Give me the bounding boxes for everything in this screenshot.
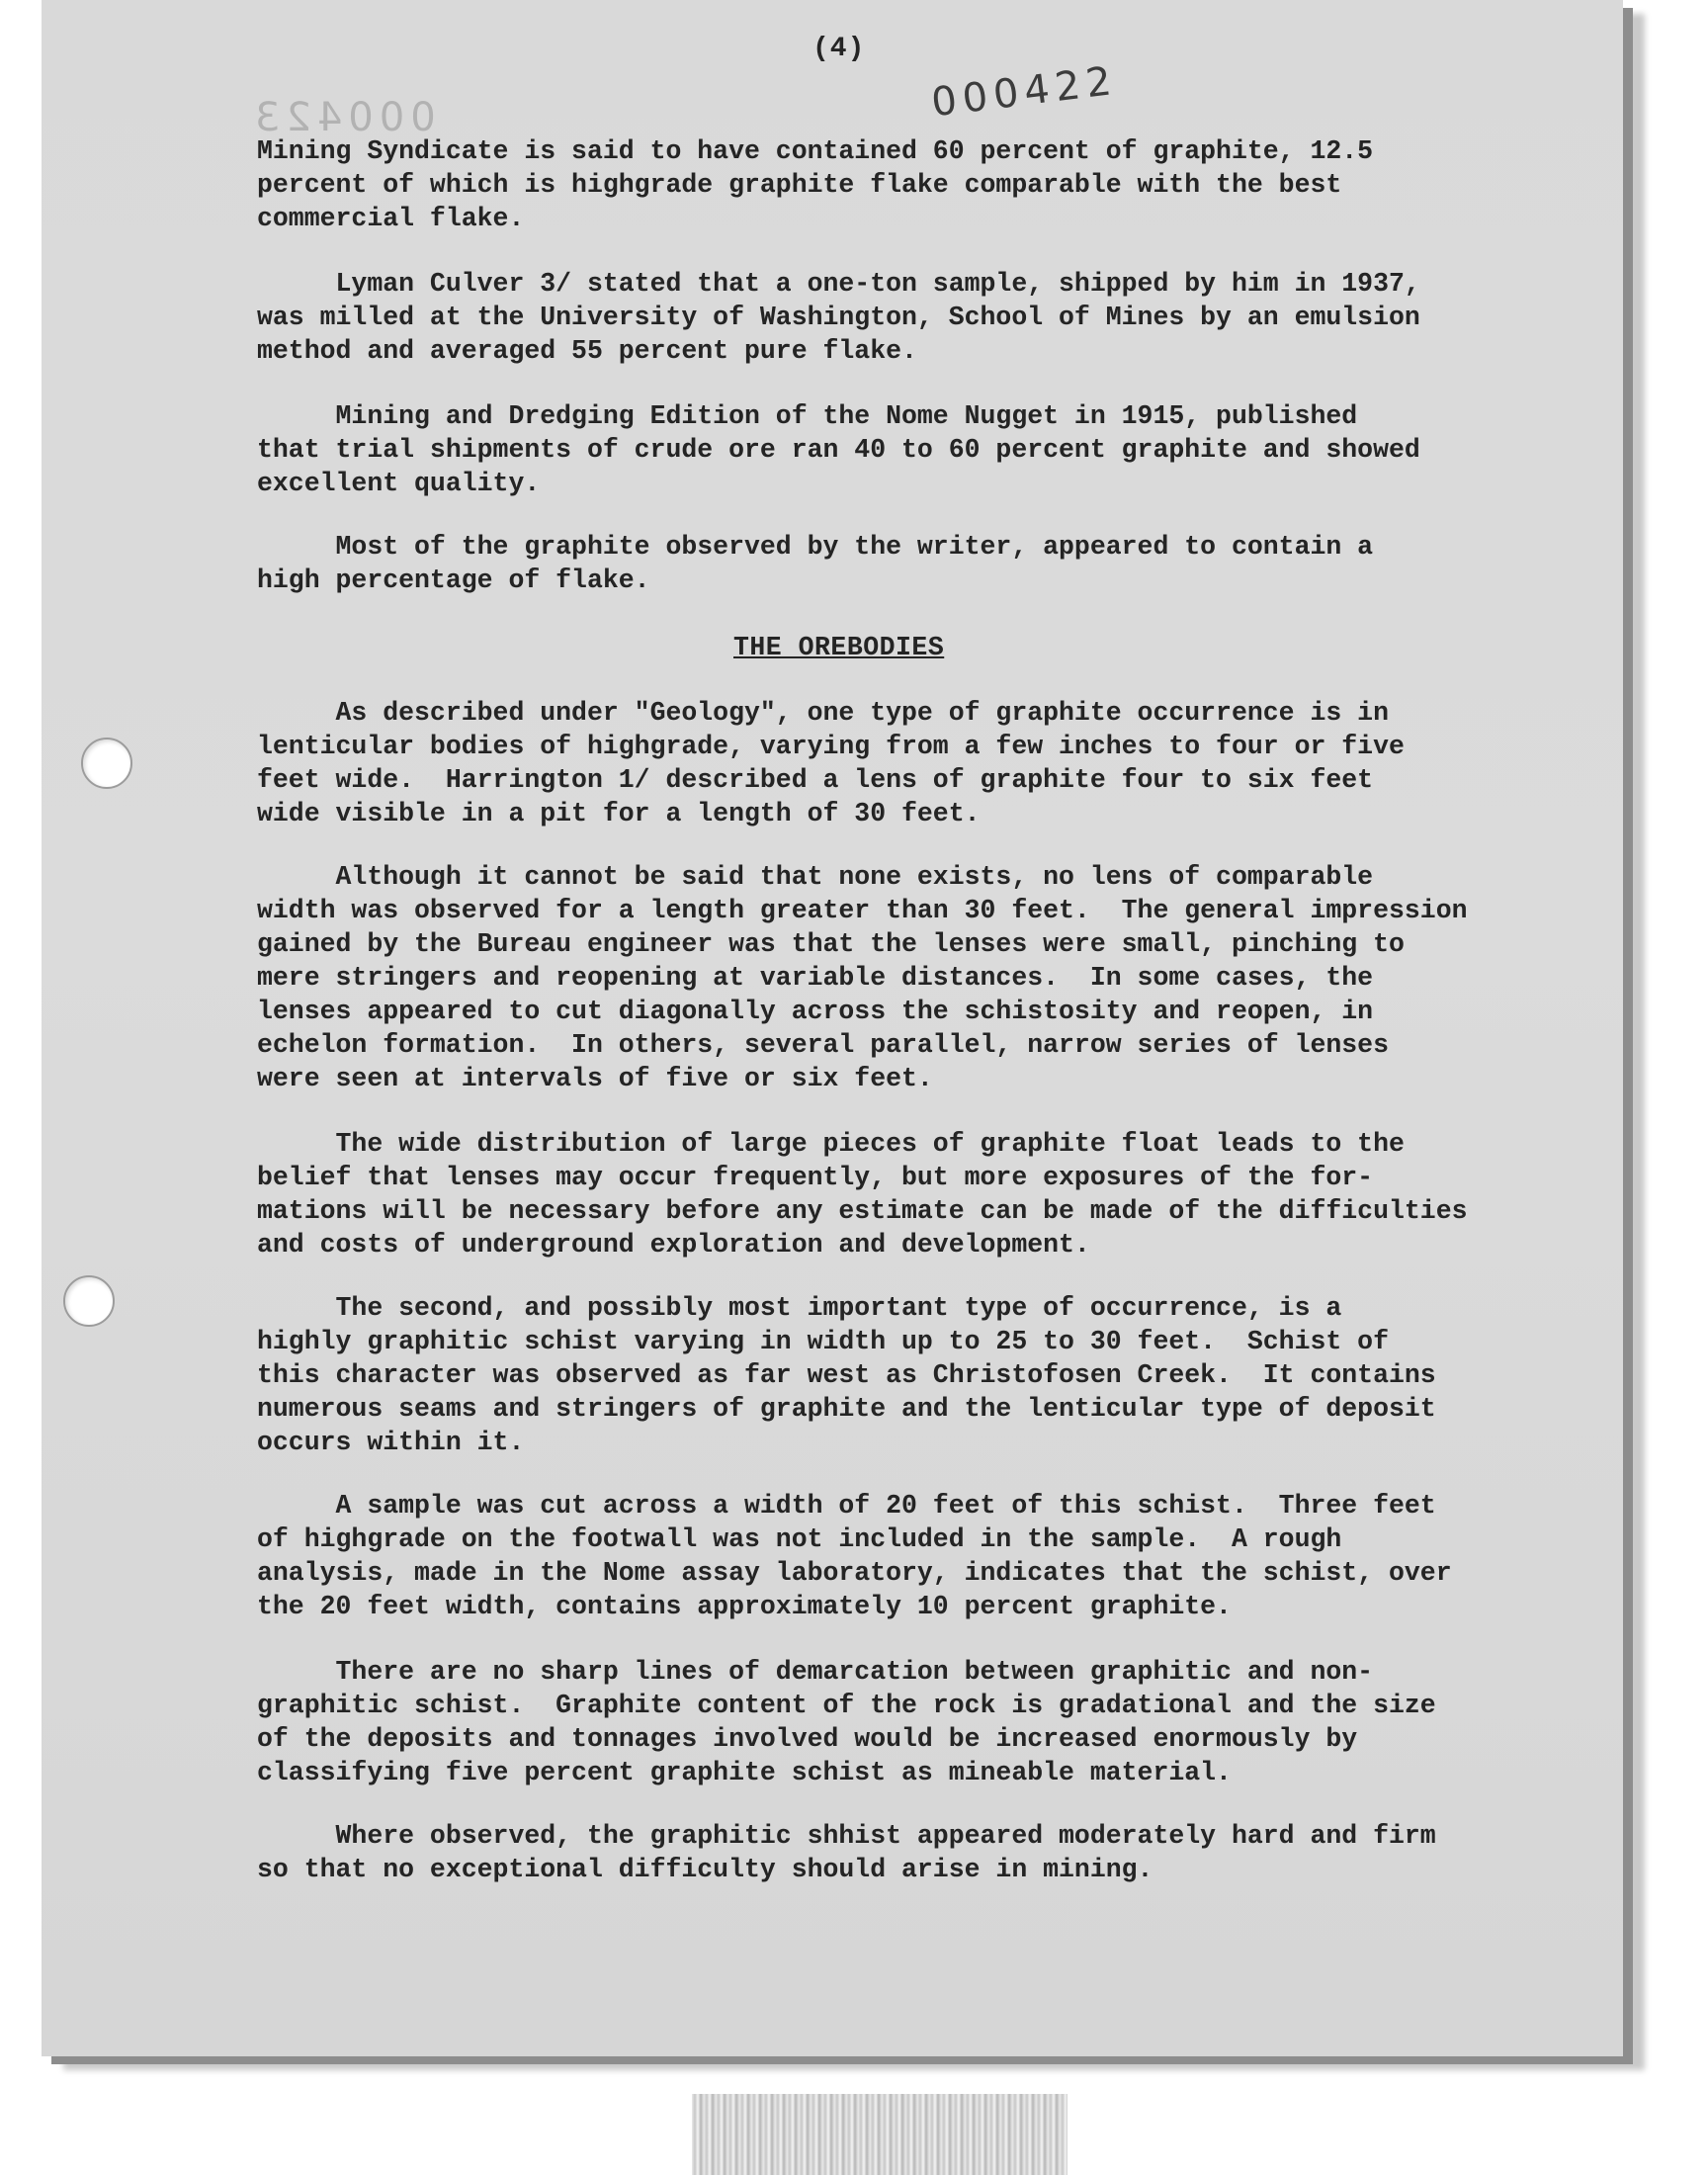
scan-frame xyxy=(42,0,1623,2056)
scanner-artifact xyxy=(692,2094,1068,2175)
paragraph-graphitic-schist: The second, and possibly most important type of occurrence, is a highly graphitic schist varying in width up to 25 to 30 feet. Schist of this character was observed as far west as Christofosen Creek. It contains numerous seams and stringers of graphite and the lenticular type of deposit occurs within it. xyxy=(257,1293,1436,1457)
paragraph-continuation: Mining Syndicate is said to have contained 60 percent of graphite, 12.5 percent of which is highgrade graphite flake comparable with the best commercial flake. xyxy=(257,136,1374,233)
paragraph-graphite-float: The wide distribution of large pieces of graphite float leads to the belief that lenses may occur frequently, but more exposures of the for- mations will be necessary before any estimate can be made of the difficulties and costs of underground exploration and development. xyxy=(257,1129,1468,1260)
punch-hole xyxy=(81,738,132,789)
paragraph-flake-percentage: Most of the graphite observed by the writer, appeared to contain a high percentage of flake. xyxy=(257,532,1374,595)
page-number: (4) xyxy=(812,34,866,64)
section-heading: THE OREBODIES xyxy=(733,633,945,662)
paragraph-sample-analysis: A sample was cut across a width of 20 feet of this schist. Three feet of highgrade on the footwall was not included in the sample. A rough analysis, made in the Nome assay laboratory, indicates that the schist, over the 20 feet width, contains approximately 10 percent graphite. xyxy=(257,1491,1452,1621)
document-page xyxy=(42,0,1623,2056)
paragraph-lens-width: Although it cannot be said that none exists, no lens of comparable width was observed for a length greater than 30 feet. The general impression gained by the Bureau engineer was that the lenses were small, pinching to mere stringers and reopening at variable distances. In some cases, the lenses appeared to cut diagonally across the schistosity and reopen, in echelon formation. In others, several parallel, narrow series of lenses were seen at intervals of five or six feet. xyxy=(257,862,1468,1093)
punch-hole xyxy=(63,1275,115,1327)
paragraph-demarcation: There are no sharp lines of demarcation between graphitic and non- graphitic schist. Graphite content of the rock is gradational and the size of the deposits and tonnages involved would be increased enormously by classifying five percent graphite schist as mineable material. xyxy=(257,1657,1436,1787)
document-stamp: 000422 xyxy=(928,57,1120,127)
paragraph-mining-difficulty: Where observed, the graphitic shhist appeared moderately hard and firm so that no exceptional difficulty should arise in mining. xyxy=(257,1821,1436,1884)
paragraph-nome-nugget: Mining and Dredging Edition of the Nome Nugget in 1915, published that trial shipments of crude ore ran 40 to 60 percent graphite and showed excellent quality. xyxy=(257,401,1420,498)
bleed-through-stamp: 000423 xyxy=(249,95,436,140)
paragraph-lenticular-bodies: As described under "Geology", one type of graphite occurrence is in lenticular bodies of highgrade, varying from a few inches to four or five feet wide. Harrington 1/ described a lens of graphite four to six feet wide visible in a pit for a length of 30 feet. xyxy=(257,698,1405,828)
paragraph-culver-sample: Lyman Culver 3/ stated that a one-ton sample, shipped by him in 1937, was milled at the University of Washington, School of Mines by an emulsion method and averaged 55 percent pure flake. xyxy=(257,269,1420,366)
